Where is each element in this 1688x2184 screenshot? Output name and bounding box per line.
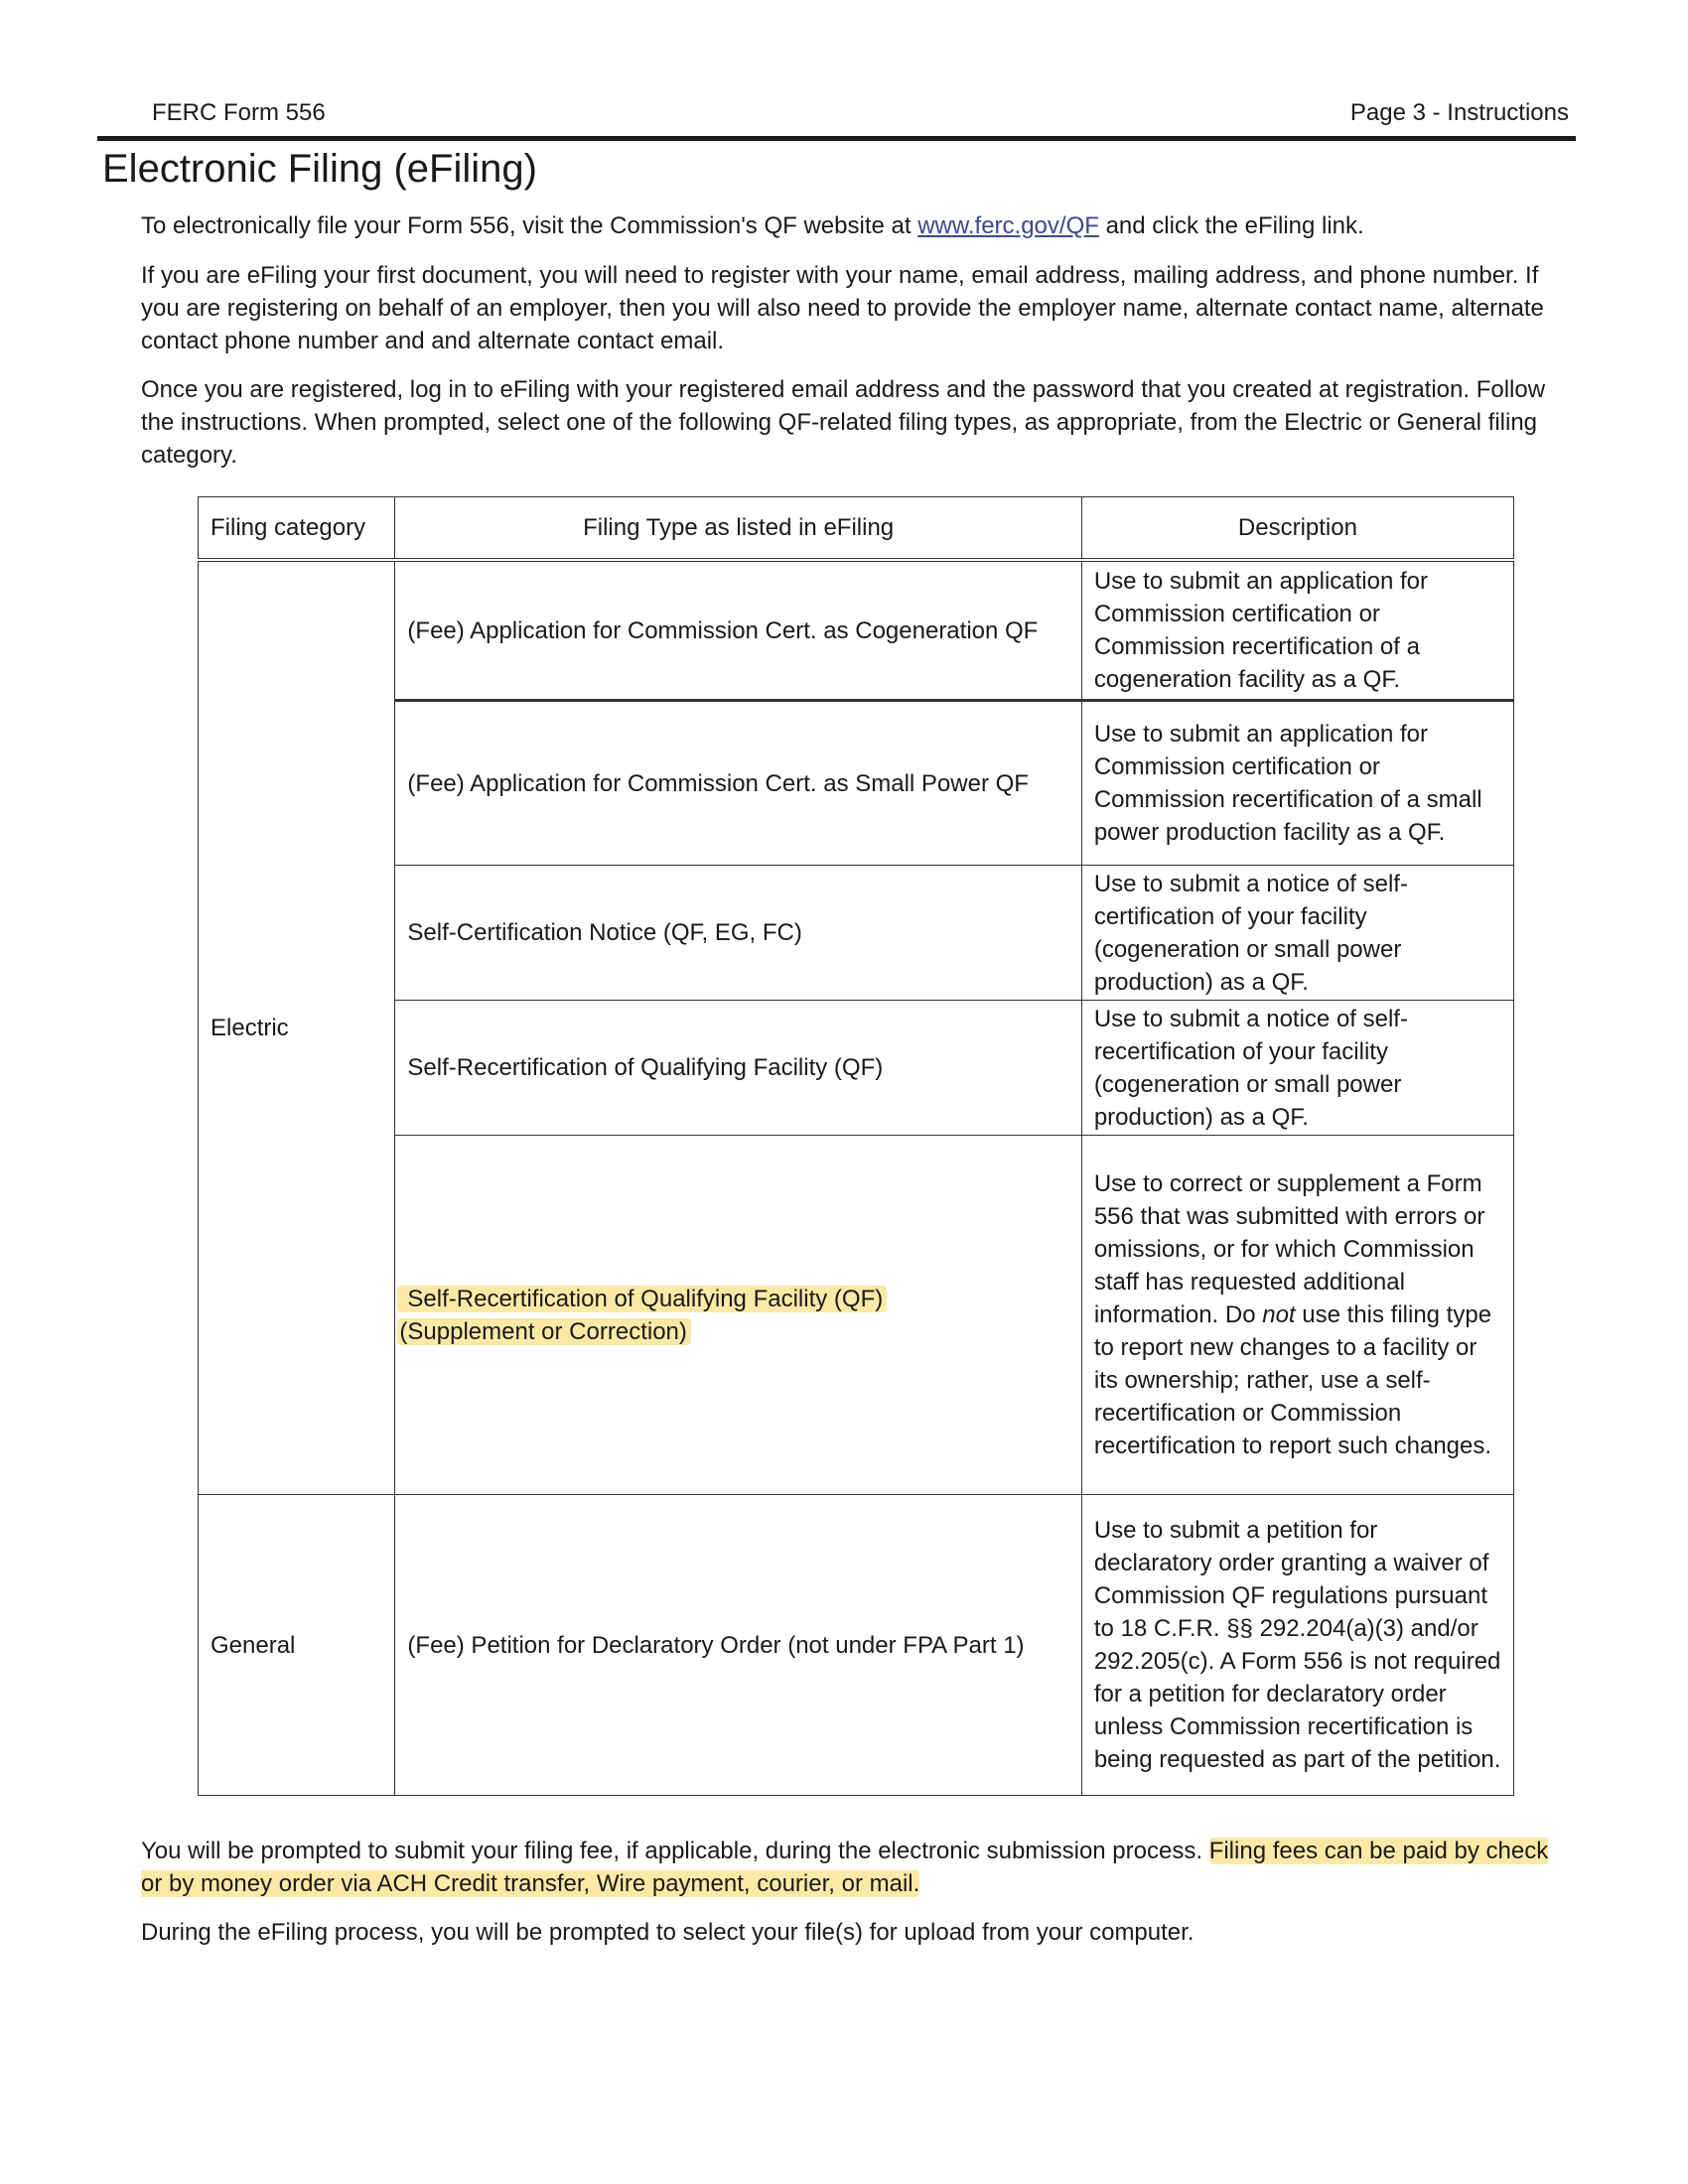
- paragraph-registration: If you are eFiling your first document, you will need to register with your name, email address, mailing address, and phone number. If you are registering on behalf of an employer, then you will also need to provide the employer name, alternate contact name, alternate contact phone number and and alternate contact email.: [141, 262, 1544, 354]
- paragraph-text: To electronically file your Form 556, visit the Commission's QF website at: [141, 212, 918, 239]
- paragraph-filing-fee: [141, 1835, 1551, 1900]
- paragraph-upload: During the eFiling process, you will be prompted to select your file(s) for upload from your computer.: [141, 1919, 1195, 1946]
- description-cell: Use to submit a petition for declaratory order granting a waiver of Commission QF regulations pursuant to 18 C.F.R. §§ 292.204(a)(3) and/or 292.205(c). A Form 556 is not required for a petition for declaratory order unless Commission recertification is being requested as part of the petition.: [1081, 1495, 1513, 1796]
- filing-type-cell: Self-Certification Notice (QF, EG, FC): [395, 866, 1081, 1001]
- table-row: [199, 1136, 1514, 1495]
- filing-type-cell-highlighted: [395, 1136, 1081, 1495]
- description-cell: Use to submit an application for Commission certification or Commission recertification of a cogeneration facility as a QF.: [1081, 560, 1513, 701]
- highlighted-text: Self-Recertification of Qualifying Facility (QF): [397, 1286, 887, 1312]
- form-name: FERC Form 556: [152, 99, 326, 126]
- table-row: [199, 866, 1514, 1001]
- qf-website-link[interactable]: www.ferc.gov/QF: [917, 212, 1099, 239]
- description-emphasis: not: [1262, 1301, 1296, 1328]
- paragraph-text: and click the eFiling link.: [1098, 212, 1364, 239]
- table-header-row: [199, 497, 1514, 561]
- filing-types-table: [198, 496, 1514, 1796]
- column-header-filing-type: Filing Type as listed in eFiling: [395, 497, 1081, 561]
- category-cell-general: General: [199, 1495, 395, 1796]
- table-row: [199, 701, 1514, 866]
- description-text: use this filing type to report new changes to a facility or its ownership; rather, use a self-recertification or Commission recertification to report such changes.: [1093, 1301, 1492, 1459]
- column-header-description: Description: [1081, 497, 1513, 561]
- column-header-category: Filing category: [199, 497, 395, 561]
- paragraph-website: [141, 209, 1551, 242]
- table-row: [199, 560, 1514, 701]
- description-cell: [1081, 1136, 1513, 1495]
- description-cell: Use to submit a notice of self-recertification of your facility (cogeneration or small power production) as a QF.: [1081, 1001, 1513, 1136]
- filing-type-cell: (Fee) Application for Commission Cert. as Small Power QF: [395, 701, 1081, 866]
- filing-type-cell: (Fee) Application for Commission Cert. as Cogeneration QF: [395, 560, 1081, 701]
- page-label: Page 3 - Instructions: [1349, 99, 1569, 126]
- paragraph-login: Once you are registered, log in to eFiling with your registered email address and the password that you created at registration. Follow the instructions. When prompted, select one of the following QF-related filing types, as appropriate, from the Electric or General filing category.: [141, 376, 1546, 469]
- filing-type-cell: (Fee) Petition for Declaratory Order (not under FPA Part 1): [395, 1495, 1081, 1796]
- paragraph-text: You will be prompted to submit your filing fee, if applicable, during the electronic submission process.: [141, 1838, 1209, 1864]
- filing-type-cell: Self-Recertification of Qualifying Facility (QF): [395, 1001, 1081, 1136]
- section-title: Electronic Filing (eFiling): [102, 147, 537, 191]
- description-text: Use to correct or supplement a Form 556 that was submitted with errors or omissions, or for which Commission staff has requested additional information. Do: [1093, 1170, 1485, 1328]
- highlighted-text: (Supplement or Correction): [397, 1318, 690, 1345]
- header-rule: [97, 136, 1576, 141]
- category-cell-electric: Electric: [199, 560, 395, 1495]
- highlighted-text: Filing fees can be paid by check or by money order via ACH Credit transfer, Wire payment, courier, or mail.: [141, 1838, 1549, 1897]
- table-row: [199, 1495, 1514, 1796]
- description-cell: Use to submit an application for Commission certification or Commission recertification of a small power production facility as a QF.: [1081, 701, 1513, 866]
- description-cell: Use to submit a notice of self-certification of your facility (cogeneration or small power production) as a QF.: [1081, 866, 1513, 1001]
- table-row: [199, 1001, 1514, 1136]
